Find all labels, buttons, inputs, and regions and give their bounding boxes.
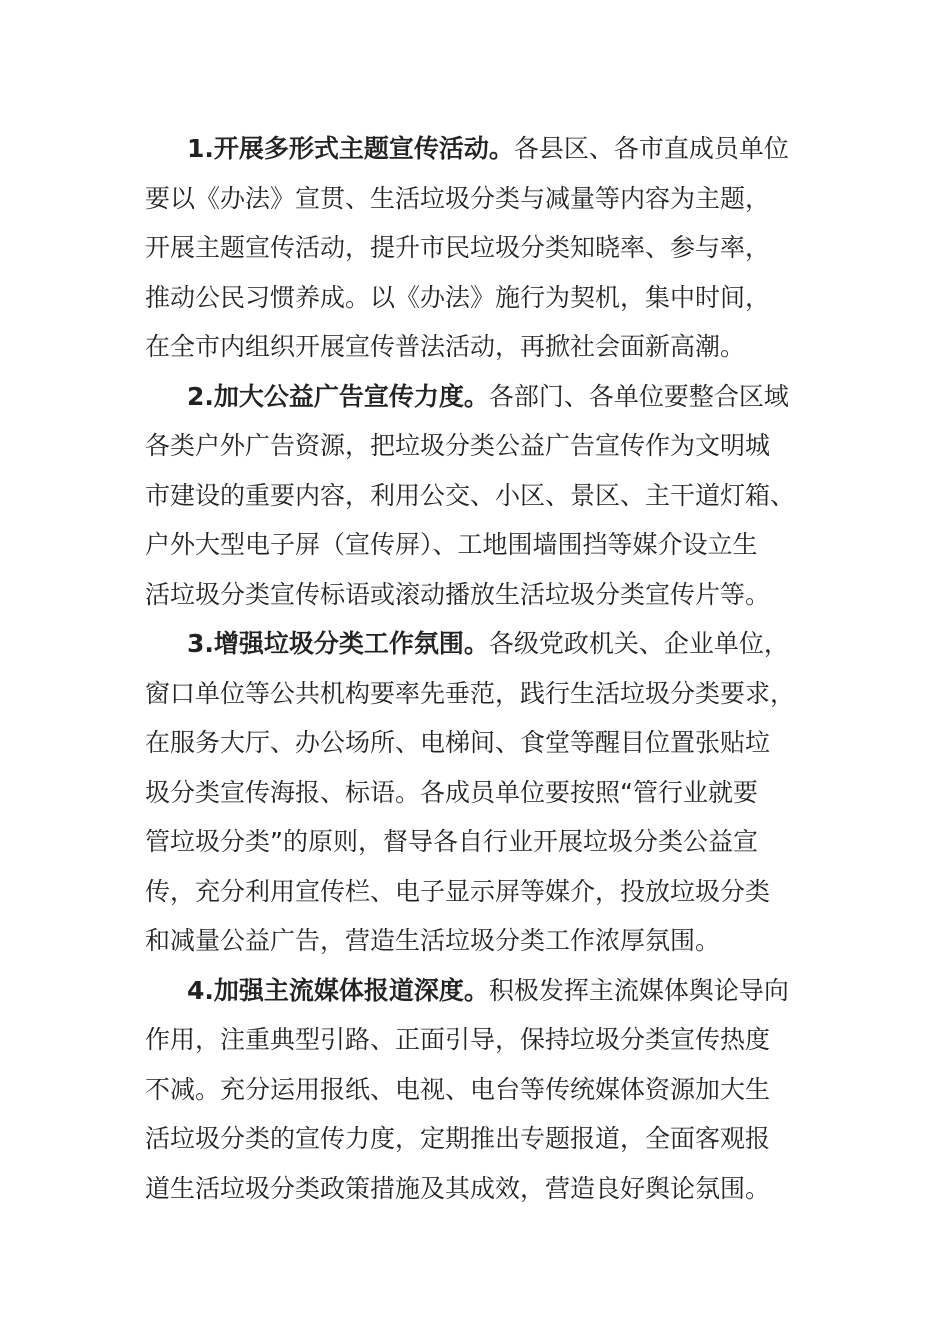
section-heading: 1.开展多形式主题宣传活动。 [187, 134, 514, 163]
paragraph-line: 市建设的重要内容，利用公交、小区、景区、主干道灯箱、 [145, 480, 796, 510]
paragraph-line: 传，充分利用宣传栏、电子显示屏等媒介，投放垃圾分类 [145, 876, 771, 906]
paragraph-line: 不减。充分运用报纸、电视、电台等传统媒体资源加大生 [145, 1074, 771, 1104]
paragraph-line [145, 966, 805, 1016]
paragraph-line: 圾分类宣传海报、标语。各成员单位要按照“管行业就要 [145, 777, 758, 807]
paragraph-text: 各县区、各市直成员单位 [513, 134, 789, 163]
paragraph-line: 推动公民习惯养成。以《办法》施行为契机，集中时间， [145, 282, 771, 312]
paragraph-line: 和减量公益广告，营造生活垃圾分类工作浓厚氛围。 [145, 926, 721, 955]
section-paragraph-2 [145, 372, 805, 620]
section-heading: 2.加大公益广告宣传力度。 [187, 381, 489, 411]
paragraph-line [145, 372, 805, 422]
paragraph-text: 积极发挥主流媒体舆论导向 [488, 975, 789, 1005]
section-paragraph-4 [145, 966, 805, 1214]
paragraph-line: 活垃圾分类宣传标语或滚动播放生活垃圾分类宣传片等。 [145, 579, 771, 609]
paragraph-line: 作用，注重典型引路、正面引导，保持垃圾分类宣传热度 [145, 1025, 771, 1054]
paragraph-line: 各类户外广告资源，把垃圾分类公益广告宣传作为文明城 [145, 431, 771, 460]
paragraph-line [145, 124, 805, 174]
section-heading: 4.加强主流媒体报道深度。 [187, 975, 489, 1005]
paragraph-line: 在全市内组织开展宣传普法活动，再掀社会面新高潮。 [145, 332, 746, 361]
paragraph-line: 道生活垃圾分类政策措施及其成效，营造良好舆论氛围。 [145, 1173, 771, 1203]
paragraph-line: 在服务大厅、办公场所、电梯间、食堂等醒目位置张贴垃 [145, 728, 771, 757]
paragraph-text: 各部门、各单位要整合区域 [488, 381, 789, 411]
section-paragraph-3 [145, 619, 805, 966]
paragraph-line: 要以《办法》宣贯、生活垃圾分类与减量等内容为主题， [145, 183, 771, 213]
paragraph-line: 窗口单位等公共机构要率先垂范，践行生活垃圾分类要求， [145, 678, 796, 708]
section-paragraph-1 [145, 124, 805, 372]
paragraph-text: 各级党政机关、企业单位， [488, 629, 789, 658]
section-heading: 3.增强垃圾分类工作氛围。 [187, 629, 489, 658]
paragraph-line: 管垃圾分类”的原则，督导各自行业开展垃圾分类公益宣 [145, 827, 758, 856]
paragraph-line [145, 619, 805, 669]
paragraph-line: 开展主题宣传活动，提升市民垃圾分类知晓率、参与率， [145, 233, 771, 262]
paragraph-line: 活垃圾分类的宣传力度，定期推出专题报道，全面客观报 [145, 1124, 771, 1153]
document-body [145, 124, 805, 1213]
paragraph-line: 户外大型电子屏（宣传屏）、工地围墙围挡等媒介设立生 [145, 530, 758, 559]
